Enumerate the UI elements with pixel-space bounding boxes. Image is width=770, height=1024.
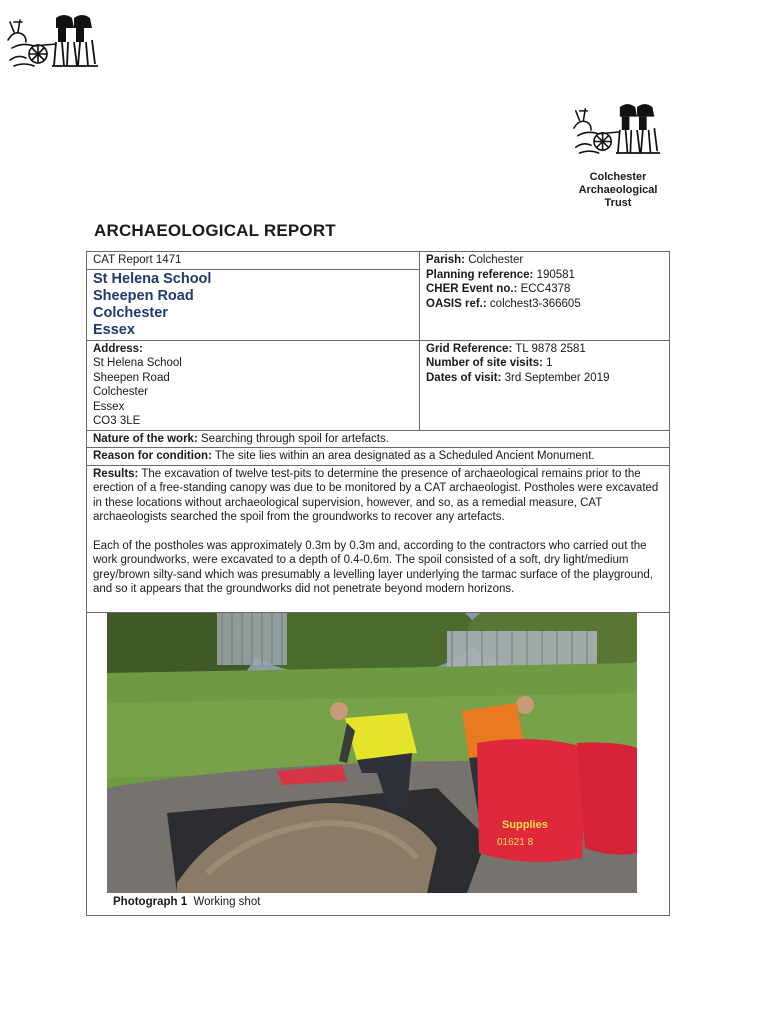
visits-row <box>426 356 663 371</box>
results-paragraph-2: Each of the postholes was approximately 0.3m by 0.3m and, according to the contractors who carried out the work groundworks, were excavated to a depth of 0.4-0.6m. The spoil consisted of a soft, dry light/medium grey/brown silty-sand which was presumably a levelling layer underlying the tarmac surface of the playground, and so it appears that the groundworks did not penetrate beyond modern horizons. <box>93 539 653 595</box>
dates-row <box>426 371 663 386</box>
site-name-line: Colchester <box>93 304 168 321</box>
results-cell <box>87 465 670 612</box>
cat-logo-icon <box>4 10 100 74</box>
bag-print: Supplies <box>502 818 548 831</box>
parish-label: Parish: <box>426 254 465 266</box>
site-name-line: St Helena School <box>93 270 212 287</box>
visit-cell <box>420 340 670 430</box>
reason-value: The site lies within an area designated as a Scheduled Ancient Monument. <box>214 450 595 462</box>
address-line: Colchester <box>93 386 148 398</box>
dates-label: Dates of visit: <box>426 371 502 384</box>
organisation-name <box>560 171 676 210</box>
grid-reference-row <box>426 342 663 357</box>
photo-caption <box>107 895 649 910</box>
cat-logo-icon <box>570 98 662 162</box>
grid-label: Grid Reference: <box>426 342 513 355</box>
working-shot-photo <box>107 613 637 893</box>
cher-label: CHER Event no.: <box>426 283 518 295</box>
planning-label: Planning reference: <box>426 268 534 281</box>
org-name-line: Trust <box>604 197 632 209</box>
photo-caption-text: Working shot <box>193 895 261 908</box>
cher-row <box>426 282 663 297</box>
dates-value: 3rd September 2019 <box>504 371 610 384</box>
cat-report-number: CAT Report 1471 <box>93 254 182 266</box>
cher-value: ECC4378 <box>520 283 571 295</box>
report-title: ARCHAEOLOGICAL REPORT <box>94 221 336 240</box>
visits-label: Number of site visits: <box>426 357 543 369</box>
site-name-line: Sheepen Road <box>93 287 194 304</box>
oasis-label: OASIS ref.: <box>426 297 487 310</box>
address-line: St Helena School <box>93 357 182 369</box>
reason-for-condition <box>87 448 670 466</box>
address-line: Essex <box>93 400 125 413</box>
site-name <box>87 269 420 340</box>
photo-label: Photograph 1 <box>113 895 188 908</box>
visits-value: 1 <box>546 357 553 369</box>
results-paragraph <box>93 467 663 525</box>
nature-value: Searching through spoil for artefacts. <box>201 432 389 445</box>
address-line: Sheepen Road <box>93 371 170 384</box>
address-line: CO3 3LE <box>93 415 141 427</box>
parish-value: Colchester <box>468 254 524 266</box>
references-cell <box>420 252 670 341</box>
grid-value: TL 9878 2581 <box>515 342 586 355</box>
reason-label: Reason for condition: <box>93 450 212 462</box>
oasis-value: colchest3-366605 <box>489 297 581 310</box>
oasis-row <box>426 297 663 312</box>
site-name-line: Essex <box>93 321 135 338</box>
results-label: Results: <box>93 467 139 480</box>
site-cell <box>87 252 420 270</box>
nature-label: Nature of the work: <box>93 432 198 445</box>
nature-of-work <box>87 430 670 448</box>
planning-value: 190581 <box>536 268 575 281</box>
planning-row <box>426 268 663 283</box>
org-name-line: Archaeological <box>578 184 658 196</box>
results-text: The excavation of twelve test-pits to determine the presence of archaeological remains prior to the erection of a free-standing canopy was due to be monitored by a CAT archaeologist. Postholes were excavated in these locations without archaeological supervision, however, and so, as a remedial measure, CAT archaeologists searched the spoil from the groundworks to recover any artefacts. <box>93 467 659 523</box>
parish-row <box>426 253 663 268</box>
org-name-line: Colchester <box>589 171 647 183</box>
address-label: Address: <box>93 342 143 355</box>
bag-print: 01621 8 <box>497 836 534 848</box>
address-cell <box>87 340 420 430</box>
photograph-cell <box>87 612 670 916</box>
report-table <box>86 251 670 916</box>
